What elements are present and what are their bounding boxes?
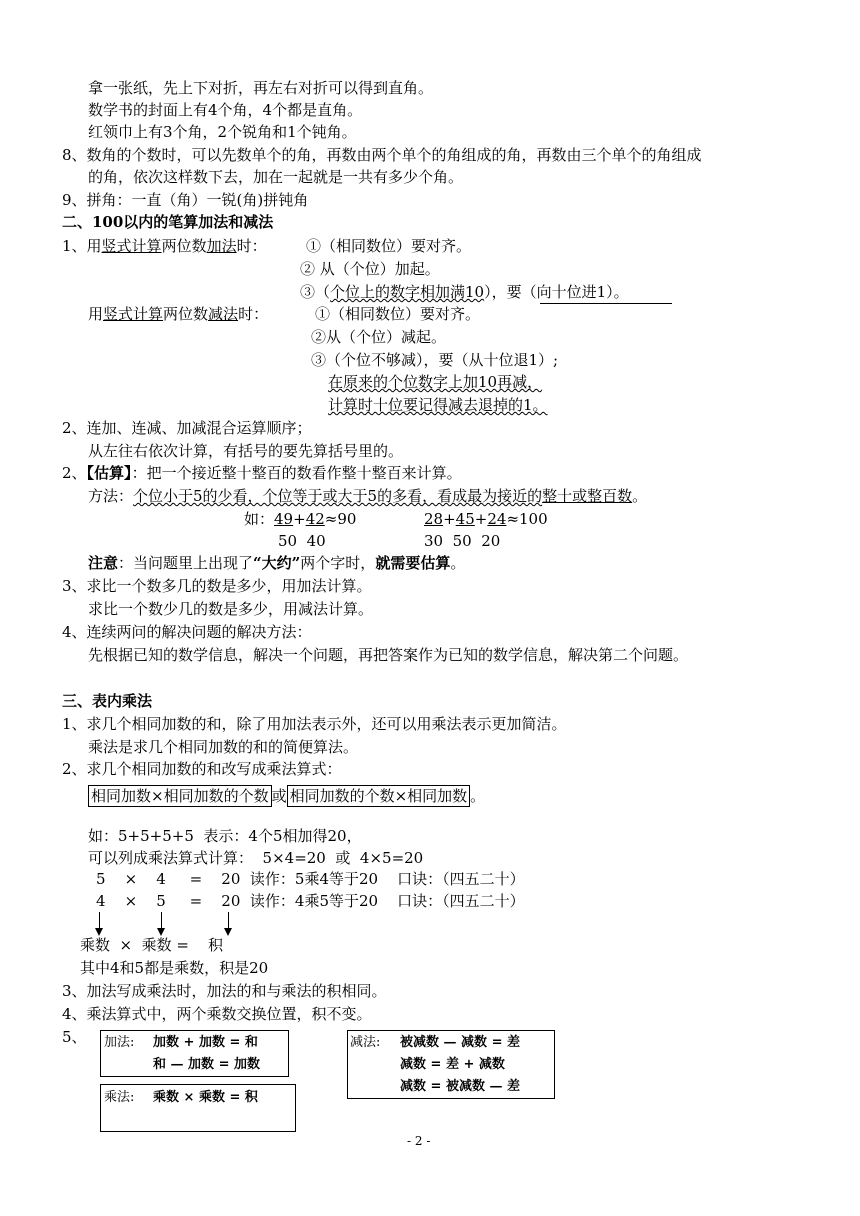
page-number: - 2 - — [407, 1134, 431, 1148]
text: 减法 — [208, 305, 239, 323]
text-line: 乘数 × 乘数 = 积 — [80, 936, 224, 954]
subtraction-box — [347, 1030, 555, 1099]
formula-box: 相同加数×相同加数的个数 — [88, 785, 272, 807]
section-heading: 二、100以内的笔算加法和减法 — [62, 213, 274, 231]
box-label: 加法: — [104, 1035, 135, 1050]
text: 整十或整百数 — [542, 487, 633, 505]
text-line: 5 × 4 = 20 读作：5乘4等于20 口诀：（四五二十） — [96, 870, 525, 888]
box-label: 乘法: — [104, 1090, 135, 1105]
text: + — [443, 510, 456, 528]
text: + — [474, 510, 488, 528]
arrow-down-icon — [161, 912, 162, 929]
text-line: 求比一个数少几的数是多少，用减法计算。 — [88, 600, 374, 618]
multiplication-box — [100, 1084, 296, 1132]
text: 时： — [236, 237, 267, 255]
example-line: 50 40 — [278, 532, 326, 550]
text: 用 — [88, 305, 104, 323]
text: 42 — [305, 510, 325, 528]
text: + — [293, 510, 306, 528]
example-line — [424, 509, 548, 529]
text-line — [300, 282, 629, 302]
text-line: 其中4和5都是乘数，积是20 — [80, 959, 269, 977]
text-line: 拿一张纸，先上下对折，再左右对折可以得到直角。 — [88, 79, 434, 97]
text-line: 3、求比一个数多几的数是多少，用加法计算。 — [62, 577, 372, 595]
underline — [540, 303, 672, 304]
text-line — [62, 236, 267, 256]
text-line — [88, 304, 268, 324]
text: 注意 — [88, 554, 119, 572]
text-line: 计算时十位要记得减去退掉的1。 — [328, 396, 548, 414]
text-line: 数学书的封面上有4个角，4个都是直角。 — [88, 101, 363, 119]
text-line: 4 × 5 = 20 读作：4乘5等于20 口诀：（四五二十） — [96, 892, 525, 910]
text: 两位数 — [161, 237, 207, 255]
text-line: 的角，依次这样数下去，加在一起就是一共有多少个角。 — [88, 168, 464, 186]
formula: 减数 = 差 + 减数 — [400, 1057, 505, 1072]
text-line: 在原来的个位数字上加10再减， — [328, 373, 543, 391]
text: “大约” — [253, 554, 301, 572]
text-line: ①（相同数位）要对齐。 — [306, 237, 472, 255]
text-line: 5、 — [62, 1028, 87, 1046]
text: 2、 — [62, 464, 87, 482]
text-line: 红领巾上有3个角，2个锐角和1个钝角。 — [88, 123, 357, 141]
text-line: 3、加法写成乘法时，加法的和与乘法的积相同。 — [62, 982, 387, 1000]
text: 【估算】 — [86, 464, 132, 482]
text: 45 — [455, 510, 475, 528]
arrow-down-icon — [99, 912, 100, 929]
text-line: 8、数角的个数时，可以先数单个的角，再数由两个单个的角组成的角，再数由三个单个的角组成 — [62, 146, 702, 164]
arrow-down-icon — [228, 912, 229, 929]
addition-box — [100, 1030, 289, 1077]
example-line — [244, 509, 356, 529]
text: 两位数 — [163, 305, 209, 323]
text: 49 — [274, 510, 294, 528]
text: 两个字时， — [300, 554, 376, 572]
formula-line — [88, 786, 485, 806]
text: ③（ — [300, 283, 331, 301]
text: 竖式计算 — [103, 305, 164, 323]
box-label: 减法: — [350, 1035, 381, 1050]
text-line: 先根据已知的数学信息，解决一个问题，再把答案作为已知的数学信息，解决第二个问题。 — [88, 646, 689, 664]
text-line: ② 从（个位）加起。 — [300, 260, 440, 278]
formula: 被减数 — 减数 = 差 — [400, 1035, 520, 1050]
text-line: 可以列成乘法算式计算： 5×4=20 或 4×5=20 — [88, 849, 424, 867]
text-line — [88, 486, 647, 506]
text-line: 2、求几个相同加数的和改写成乘法算式： — [62, 760, 342, 778]
text: ：把一个接近整十整百的数看作整十整百来计算。 — [131, 464, 462, 482]
text: 1、用 — [62, 237, 102, 255]
text: ：当问题里上出现了 — [118, 554, 254, 572]
text-line: ③（个位不够减），要（从十位退1）; — [311, 351, 559, 369]
text: 28 — [424, 510, 444, 528]
formula: 加数 + 加数 = 和 — [153, 1035, 258, 1050]
text: 方法： — [88, 487, 134, 505]
formula: 减数 = 被减数 — 差 — [400, 1079, 520, 1094]
text-line — [62, 463, 462, 483]
text-line: 4、连续两问的解决问题的解决方法： — [62, 623, 312, 641]
text: 个位上的数字相加满10 — [330, 283, 485, 301]
formula: 和 — 加数 = 加数 — [153, 1057, 260, 1072]
note-line — [88, 553, 465, 573]
formula-box: 相同加数的个数×相同加数 — [287, 785, 471, 807]
section-heading: 三、表内乘法 — [62, 692, 153, 710]
text: 个位小于5的少看，个位等于或大于5的多看，看成最为接近的 — [133, 487, 543, 505]
text-line: ①（相同数位）要对齐。 — [315, 305, 481, 323]
text-line: 9、拼角：一直（角）一锐(角)拼钝角 — [62, 191, 309, 209]
text-line: 如：5+5+5+5 表示：4个5相加得20， — [88, 827, 362, 845]
text: 24 — [487, 510, 507, 528]
text: 就需要估算 — [375, 554, 451, 572]
text-line: 从左往右依次计算，有括号的要先算括号里的。 — [88, 442, 404, 460]
text: 或 — [271, 787, 287, 805]
text-line: ②从（个位）减起。 — [311, 328, 447, 346]
text-line: 4、乘法算式中，两个乘数交换位置，积不变。 — [62, 1005, 372, 1023]
text: 时： — [238, 305, 269, 323]
text: ≈100 — [506, 510, 548, 528]
text: 如： — [244, 510, 275, 528]
text: 竖式计算 — [101, 237, 162, 255]
text: ），要（向十位进1）。 — [484, 283, 629, 301]
text-line: 1、求几个相同加数的和，除了用加法表示外，还可以用乘法表示更加简洁。 — [62, 715, 567, 733]
formula: 乘数 × 乘数 = 积 — [153, 1090, 258, 1105]
text: ≈90 — [324, 510, 357, 528]
text: 。 — [470, 787, 486, 805]
text: 。 — [632, 487, 648, 505]
text-line: 2、连加、连减、加减混合运算顺序； — [62, 419, 312, 437]
text-line: 乘法是求几个相同加数的和的简便算法。 — [88, 738, 359, 756]
text: 。 — [450, 554, 466, 572]
example-line: 30 50 20 — [424, 532, 501, 550]
text: 加法 — [206, 237, 237, 255]
